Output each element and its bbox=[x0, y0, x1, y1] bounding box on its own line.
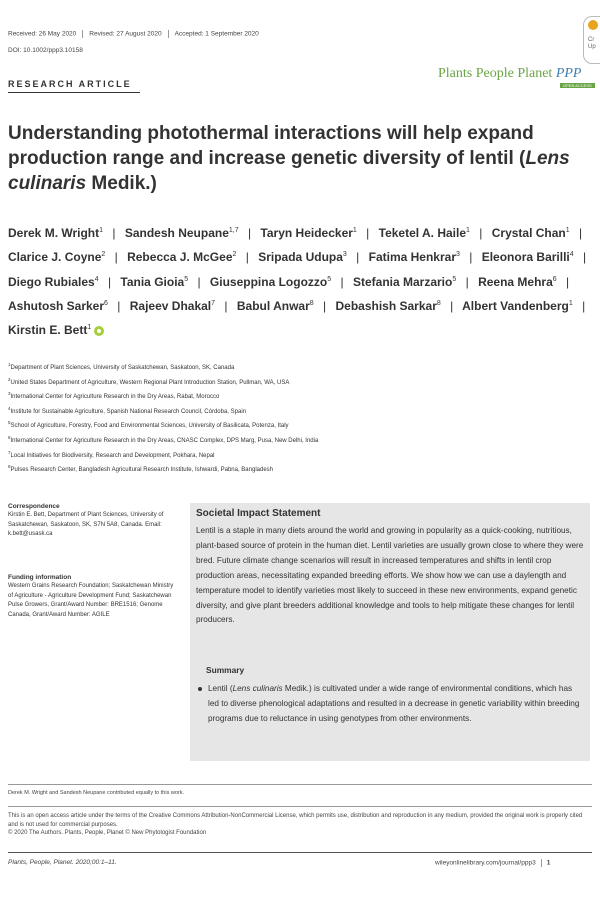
article-title bbox=[8, 121, 588, 196]
author-affiliation-number: 2 bbox=[232, 251, 237, 259]
author-separator: | bbox=[114, 250, 118, 265]
footer-rule bbox=[8, 784, 592, 785]
summary-text-pre: Lentil ( bbox=[208, 684, 233, 693]
author-name[interactable] bbox=[237, 299, 314, 313]
license-block bbox=[8, 812, 592, 838]
author-separator: | bbox=[197, 274, 201, 289]
summary-text-post: Medik.) is cultivated under a wide range of environmental conditions, which has led to diverse phenological adaptations and resulted in a decrease in genetic variability within breeding programs due to reluctance in using genotypes from other environments. bbox=[208, 684, 580, 724]
author-name[interactable] bbox=[8, 299, 108, 313]
author-affiliation-number: 1 bbox=[99, 227, 104, 234]
author-separator: | bbox=[465, 274, 469, 289]
author-name[interactable] bbox=[335, 299, 440, 313]
title-part-1: Understanding photothermal interactions will help expand production range and increase genetic diversity of lentil ( bbox=[8, 123, 534, 169]
journal-url[interactable]: wileyonlinelibrary.com/journal/ppp3 bbox=[435, 859, 536, 867]
orcid-icon[interactable] bbox=[94, 326, 104, 336]
author-name[interactable] bbox=[492, 226, 570, 240]
funding-block bbox=[8, 573, 176, 620]
author-affiliation-number: 5 bbox=[184, 275, 189, 283]
affiliation-item bbox=[8, 433, 593, 448]
author-affiliation-number: 6 bbox=[104, 299, 108, 307]
author-affiliation-number: 5 bbox=[327, 275, 332, 283]
author-name-text: Giuseppina Logozzo bbox=[209, 274, 328, 289]
summary-text-species: Lens culinaris bbox=[232, 684, 283, 693]
author-name[interactable] bbox=[8, 250, 105, 264]
author-name[interactable] bbox=[127, 250, 236, 264]
author-name[interactable] bbox=[482, 250, 574, 264]
correspondence-text: Kirstin E. Bett, Department of Plant Sciences, University of Saskatchewan, Saskatoon, SK, S7N 5A8, Canada. Email: k.bett@usask.ca bbox=[8, 512, 164, 538]
affiliation-number: 6 bbox=[8, 434, 11, 440]
author-name[interactable] bbox=[379, 226, 470, 240]
author-name[interactable] bbox=[125, 226, 239, 240]
author-separator: | bbox=[450, 298, 454, 313]
affiliation-item bbox=[8, 404, 593, 419]
author-affiliation-number: 1 bbox=[466, 227, 470, 234]
author-affiliation-number: 7 bbox=[211, 299, 216, 307]
affiliation-list bbox=[8, 360, 593, 477]
summary-title: Summary bbox=[206, 665, 245, 675]
author-separator: | bbox=[112, 226, 116, 240]
author-separator: | bbox=[366, 226, 370, 240]
affiliation-item bbox=[8, 418, 593, 433]
author-affiliation-number: 4 bbox=[569, 251, 574, 259]
author-affiliation-number: 3 bbox=[456, 251, 460, 259]
author-name-text: Diego Rubiales bbox=[8, 274, 95, 289]
author-name-text: Tania Gioia bbox=[120, 274, 185, 289]
affiliation-text: United States Department of Agriculture, Western Regional Plant Introduction Station, Pullman, WA, USA bbox=[10, 379, 290, 386]
page-number: 1 bbox=[546, 859, 551, 867]
author-affiliation-number: 3 bbox=[342, 251, 347, 259]
author-separator: | bbox=[340, 274, 344, 289]
author-affiliation-number: 1,7 bbox=[228, 227, 239, 234]
author-name[interactable] bbox=[8, 275, 99, 289]
author-affiliation-number: 1 bbox=[565, 227, 570, 234]
author-name-text: Albert Vandenberg bbox=[462, 298, 569, 313]
affiliation-text: International Center for Agriculture Research in the Dry Areas, Rabat, Morocco bbox=[10, 394, 220, 401]
author-name-text: Stefania Marzario bbox=[352, 274, 453, 289]
article-type: RESEARCH ARTICLE bbox=[8, 79, 132, 89]
author-name[interactable] bbox=[353, 275, 456, 289]
author-name-text: Teketel A. Haile bbox=[378, 226, 467, 240]
footer-rule bbox=[8, 806, 592, 807]
affiliation-number: 1 bbox=[8, 362, 11, 367]
author-list bbox=[8, 220, 593, 341]
affiliation-text: Department of Plant Sciences, University of Saskatchewan, Saskatoon, SK, Canada bbox=[10, 365, 235, 371]
author-name[interactable] bbox=[130, 299, 215, 313]
contribution-note: Derek M. Wright and Sandesh Neupane contributed equally to this work. bbox=[8, 790, 184, 796]
author-separator: | bbox=[566, 274, 570, 289]
open-access-badge: OPEN ACCESS bbox=[560, 83, 595, 88]
author-name[interactable] bbox=[8, 323, 104, 337]
affiliation-text: Local Initiatives for Biodiversity, Research and Development, Pokhara, Nepal bbox=[10, 452, 215, 459]
author-name-text: Kirstin E. Bett bbox=[8, 323, 88, 338]
author-name[interactable] bbox=[8, 226, 103, 240]
impact-statement-title: Societal Impact Statement bbox=[196, 508, 321, 519]
affiliation-text: International Center for Agriculture Research in the Dry Areas, CNASC Complex, DPS Marg, Pusa, New Delhi, India bbox=[10, 437, 319, 444]
affiliation-item bbox=[8, 375, 593, 390]
author-separator: | bbox=[479, 226, 483, 240]
journal-logo-abbr: PPP bbox=[555, 66, 582, 81]
author-separator: | bbox=[583, 250, 587, 265]
author-separator: | bbox=[247, 226, 252, 240]
accepted-date: Accepted: 1 September 2020 bbox=[174, 30, 259, 38]
author-affiliation-number: 4 bbox=[94, 275, 99, 283]
author-separator: | bbox=[107, 274, 112, 289]
author-name-text: Debashish Sarkar bbox=[335, 298, 437, 313]
author-name-text: Reena Mehra bbox=[478, 274, 553, 289]
publication-dates bbox=[8, 30, 259, 38]
author-name[interactable] bbox=[369, 250, 460, 264]
author-affiliation-number: 1 bbox=[352, 227, 357, 234]
footer-right bbox=[435, 859, 550, 867]
summary-text bbox=[208, 681, 584, 727]
author-separator: | bbox=[579, 226, 583, 240]
affiliation-number: 7 bbox=[8, 449, 11, 455]
author-separator: | bbox=[323, 298, 327, 313]
affiliation-number: 5 bbox=[8, 420, 11, 426]
author-name-text: Sripada Udupa bbox=[258, 250, 343, 265]
author-name[interactable] bbox=[478, 275, 557, 289]
summary-item bbox=[198, 681, 584, 727]
crossmark-text: Cr Up bbox=[588, 37, 596, 50]
copyright-text: © 2020 The Authors. Plants, People, Planet © New Phytologist Foundation bbox=[8, 830, 207, 837]
author-name-text: Sandesh Neupane bbox=[124, 226, 229, 240]
author-separator: | bbox=[469, 250, 473, 265]
funding-heading: Funding information bbox=[8, 574, 72, 581]
affiliation-item bbox=[8, 360, 593, 375]
author-affiliation-number: 8 bbox=[436, 299, 441, 307]
author-name-text: Rajeev Dhakal bbox=[129, 298, 212, 313]
author-name[interactable] bbox=[120, 275, 188, 289]
affiliation-number: 3 bbox=[8, 391, 11, 397]
author-name[interactable] bbox=[462, 299, 573, 313]
author-separator: | bbox=[117, 298, 121, 313]
author-name[interactable] bbox=[260, 226, 356, 240]
author-separator: | bbox=[356, 250, 360, 265]
author-affiliation-number: 5 bbox=[452, 275, 457, 283]
affiliation-number: 8 bbox=[8, 464, 11, 470]
crossmark-logo[interactable] bbox=[583, 16, 600, 64]
crossmark-icon bbox=[588, 20, 598, 30]
revised-date: Revised: 27 August 2020 bbox=[89, 30, 162, 38]
author-name-text: Crystal Chan bbox=[491, 226, 566, 240]
correspondence-block bbox=[8, 502, 176, 540]
footer-rule bbox=[8, 852, 592, 853]
affiliation-number: 4 bbox=[8, 405, 11, 411]
author-name-text: Eleonora Barilli bbox=[481, 250, 570, 265]
article-type-rule bbox=[8, 92, 140, 93]
author-affiliation-number: 8 bbox=[309, 299, 314, 307]
journal-logo-name: Plants People Planet bbox=[438, 66, 553, 81]
author-name[interactable] bbox=[210, 275, 331, 289]
affiliation-item bbox=[8, 448, 593, 463]
author-name-text: Taryn Heidecker bbox=[260, 226, 353, 240]
affiliation-number: 2 bbox=[8, 376, 11, 382]
author-name-text: Derek M. Wright bbox=[8, 226, 100, 240]
author-separator: | bbox=[582, 298, 586, 313]
affiliation-item bbox=[8, 389, 593, 404]
author-name-text: Clarice J. Coyne bbox=[8, 250, 102, 265]
author-affiliation-number: 1 bbox=[87, 324, 92, 332]
author-separator: | bbox=[245, 250, 249, 265]
author-name-text: Fatima Henkrar bbox=[368, 250, 456, 265]
affiliation-text: Institute for Sustainable Agriculture, Spanish National Research Council, Córdoba, Spain bbox=[10, 408, 246, 415]
affiliation-text: School of Agriculture, Forestry, Food and Environmental Sciences, University of Basilicata, Potenza, Italy bbox=[10, 423, 289, 430]
author-separator: | bbox=[224, 298, 228, 313]
title-species: Lens culinaris bbox=[8, 148, 570, 194]
author-affiliation-number: 1 bbox=[568, 299, 573, 307]
journal-logo[interactable] bbox=[438, 66, 581, 82]
author-affiliation-number: 2 bbox=[101, 251, 106, 259]
correspondence-heading: Correspondence bbox=[8, 503, 60, 510]
affiliation-text: Pulses Research Center, Bangladesh Agricultural Research Institute, Ishwardi, Pabna, Bangladesh bbox=[10, 467, 274, 474]
author-name[interactable] bbox=[258, 250, 347, 264]
author-affiliation-number: 6 bbox=[552, 275, 557, 283]
author-name-text: Ashutosh Sarker bbox=[8, 298, 105, 313]
funding-text: Western Grains Research Foundation; Saskatchewan Ministry of Agriculture - Agriculture Development Fund; Saskatchewan Pulse Growers, Grant/Award Number: BRE1516; Genome Canada, Grant/Award Number: AGILE bbox=[8, 583, 174, 618]
author-name-text: Rebecca J. McGee bbox=[127, 250, 233, 265]
title-part-2: Medik.) bbox=[86, 173, 157, 194]
author-name-text: Babul Anwar bbox=[236, 298, 310, 313]
received-date: Received: 26 May 2020 bbox=[8, 30, 77, 38]
impact-statement-text: Lentil is a staple in many diets around the world and growing in popularity as a quick-cooking, nutritious, plant-based source of protein in the human diet. Lentil varieties are usually grown close to where they were bred. Future climate change scenarios will result in increased temperatures and shifts in lentil crop production areas, necessitating expanded breeding efforts. We show how we can use a daylength and temperature model to identify varieties most likely to succeed in these new environments, expand genetic diversity, and give plant breeders additional knowledge and tools to help mitigate these changes for lentil producers. bbox=[196, 526, 584, 625]
bullet-icon bbox=[198, 687, 202, 691]
license-text: This is an open access article under the terms of the Creative Commons Attribution-NonCommercial License, which permits use, distribution and reproduction in any medium, provided the original work is properly cited and is not used for commercial purposes. bbox=[8, 813, 583, 828]
affiliation-item bbox=[8, 462, 593, 477]
doi[interactable]: DOI: 10.1002/ppp3.10158 bbox=[8, 47, 83, 54]
journal-citation: Plants, People, Planet. 2020;00:1–11. bbox=[8, 859, 117, 866]
